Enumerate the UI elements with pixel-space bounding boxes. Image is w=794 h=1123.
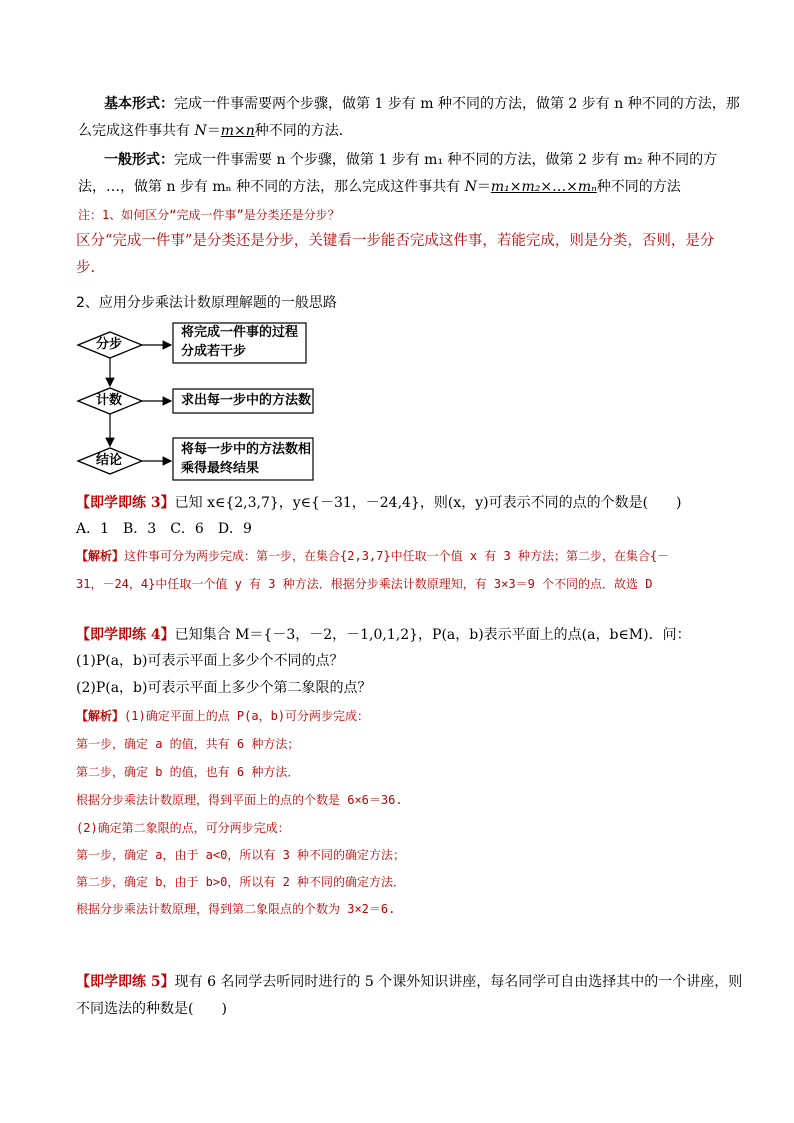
general-form-line-1: 一般形式：完成一件事需要 n 个步骤，做第 1 步有 m₁ 种不同的方法，做第 2 步有 m₂ 种不同的方 — [104, 152, 718, 168]
exercise-5-question: 【即学即练 5】现有 6 名同学去听同时进行的 5 个课外知识讲座，每名同学可自由选择其中的一个讲座，则 — [76, 974, 743, 990]
basic-formula: m×n — [220, 123, 255, 139]
section-2-title: 2、应用分步乘法计数原理解题的一般思路 — [76, 295, 337, 311]
exercise-4-solution-line: 第二步，确定 b，由于 b>0，所以有 2 种不同的确定方法． — [76, 875, 406, 889]
exercise-4-solution-line: 第二步，确定 b 的值，也有 6 种方法． — [76, 765, 300, 779]
exercise-3-options: A．1 B．3 C．6 D．9 — [76, 521, 252, 537]
exercise-3-question: 【即学即练 3】已知 x∈{2,3,7}，y∈{－31，－24,4}，则(x，y)可表示不同的点的个数是( ) — [76, 495, 682, 511]
exercise-4-solution-line: 第一步，确定 a，由于 a<0，所以有 3 种不同的确定方法； — [76, 848, 406, 862]
basic-form-text: 完成一件事需要两个步骤，做第 1 步有 m 种不同的方法，做第 2 步有 n 种不同的方法，那 — [174, 96, 740, 112]
exercise-4-solution-line: 【解析】(1)确定平面上的点 P(a，b)可分两步完成： — [76, 709, 370, 723]
exercise-4-question-1: (1)P(a，b)可表示平面上多少个不同的点？ — [76, 653, 344, 669]
exercise-tag: 【即学即练 4】 — [76, 627, 175, 643]
flow-step-label: 结论 — [96, 453, 123, 468]
note-title: 注：1、如何区分“完成一件事”是分类还是分步？ — [78, 208, 340, 222]
exercise-4-question-2: (2)P(a，b)可表示平面上多少个第二象限的点？ — [76, 680, 372, 696]
flow-box-text: 分成若干步 — [181, 344, 247, 359]
exercise-4-solution-line: (2)确定第二象限的点，可分两步完成： — [76, 821, 290, 835]
flow-step-label: 计数 — [96, 393, 123, 408]
exercise-4-solution-line: 根据分步乘法计数原理，得到平面上的点的个数是 6×6＝36. — [76, 793, 403, 807]
note-body-1: 区分“完成一件事”是分类还是分步，关键看一步能否完成这件事，若能完成，则是分类，否则，是分 — [76, 233, 715, 249]
general-form-line-2: 法，…，做第 n 步有 mₙ 种不同的方法，那么完成这件事共有 N＝m₁×m₂×…×mₙ种不同的方法 — [78, 179, 681, 195]
exercise-4-question: 【即学即练 4】已知集合 M＝{－3，－2，－1,0,1,2}，P(a，b)表示平面上的点(a，b∈M)．问： — [76, 627, 691, 643]
exercise-3-solution-2: 31，－24，4}中任取一个值 y 有 3 种方法．根据分步乘法计数原理知，有 3×3＝9 个不同的点．故选 D — [76, 577, 653, 591]
flow-box-text: 求出每一步中的方法数 — [181, 393, 312, 408]
general-formula: m₁×m₂×…×mₙ — [490, 179, 597, 195]
solution-tag: 【解析】 — [76, 709, 125, 723]
exercise-4-solution-line: 第一步，确定 a 的值，共有 6 种方法； — [76, 737, 300, 751]
exercise-5-question-2: 不同选法的种数是( ) — [76, 1001, 227, 1017]
flow-box-text: 将每一步中的方法数相 — [181, 442, 312, 457]
exercise-tag: 【即学即练 5】 — [76, 974, 175, 990]
flow-box-text: 将完成一件事的过程 — [181, 325, 299, 340]
general-form-label: 一般形式： — [104, 152, 174, 168]
solution-tag: 【解析】 — [76, 549, 125, 563]
exercise-tag: 【即学即练 3】 — [76, 495, 175, 511]
exercise-3-solution-1: 【解析】这件事可分为两步完成：第一步，在集合{2,3,7}中任取一个值 x 有 3 种方法；第二步，在集合{－ — [76, 549, 670, 563]
basic-form-line-1 — [104, 94, 740, 114]
note-body-2: 步. — [76, 260, 96, 276]
basic-form-label: 基本形式： — [104, 96, 174, 112]
basic-form-line-2: 么完成这件事共有 N＝m×n种不同的方法． — [78, 123, 353, 139]
exercise-4-solution-line: 根据分步乘法计数原理，得到第二象限点的个数为 3×2＝6. — [76, 902, 396, 916]
flow-box-text: 乘得最终结果 — [181, 461, 260, 476]
flow-step-label: 分步 — [96, 337, 123, 352]
